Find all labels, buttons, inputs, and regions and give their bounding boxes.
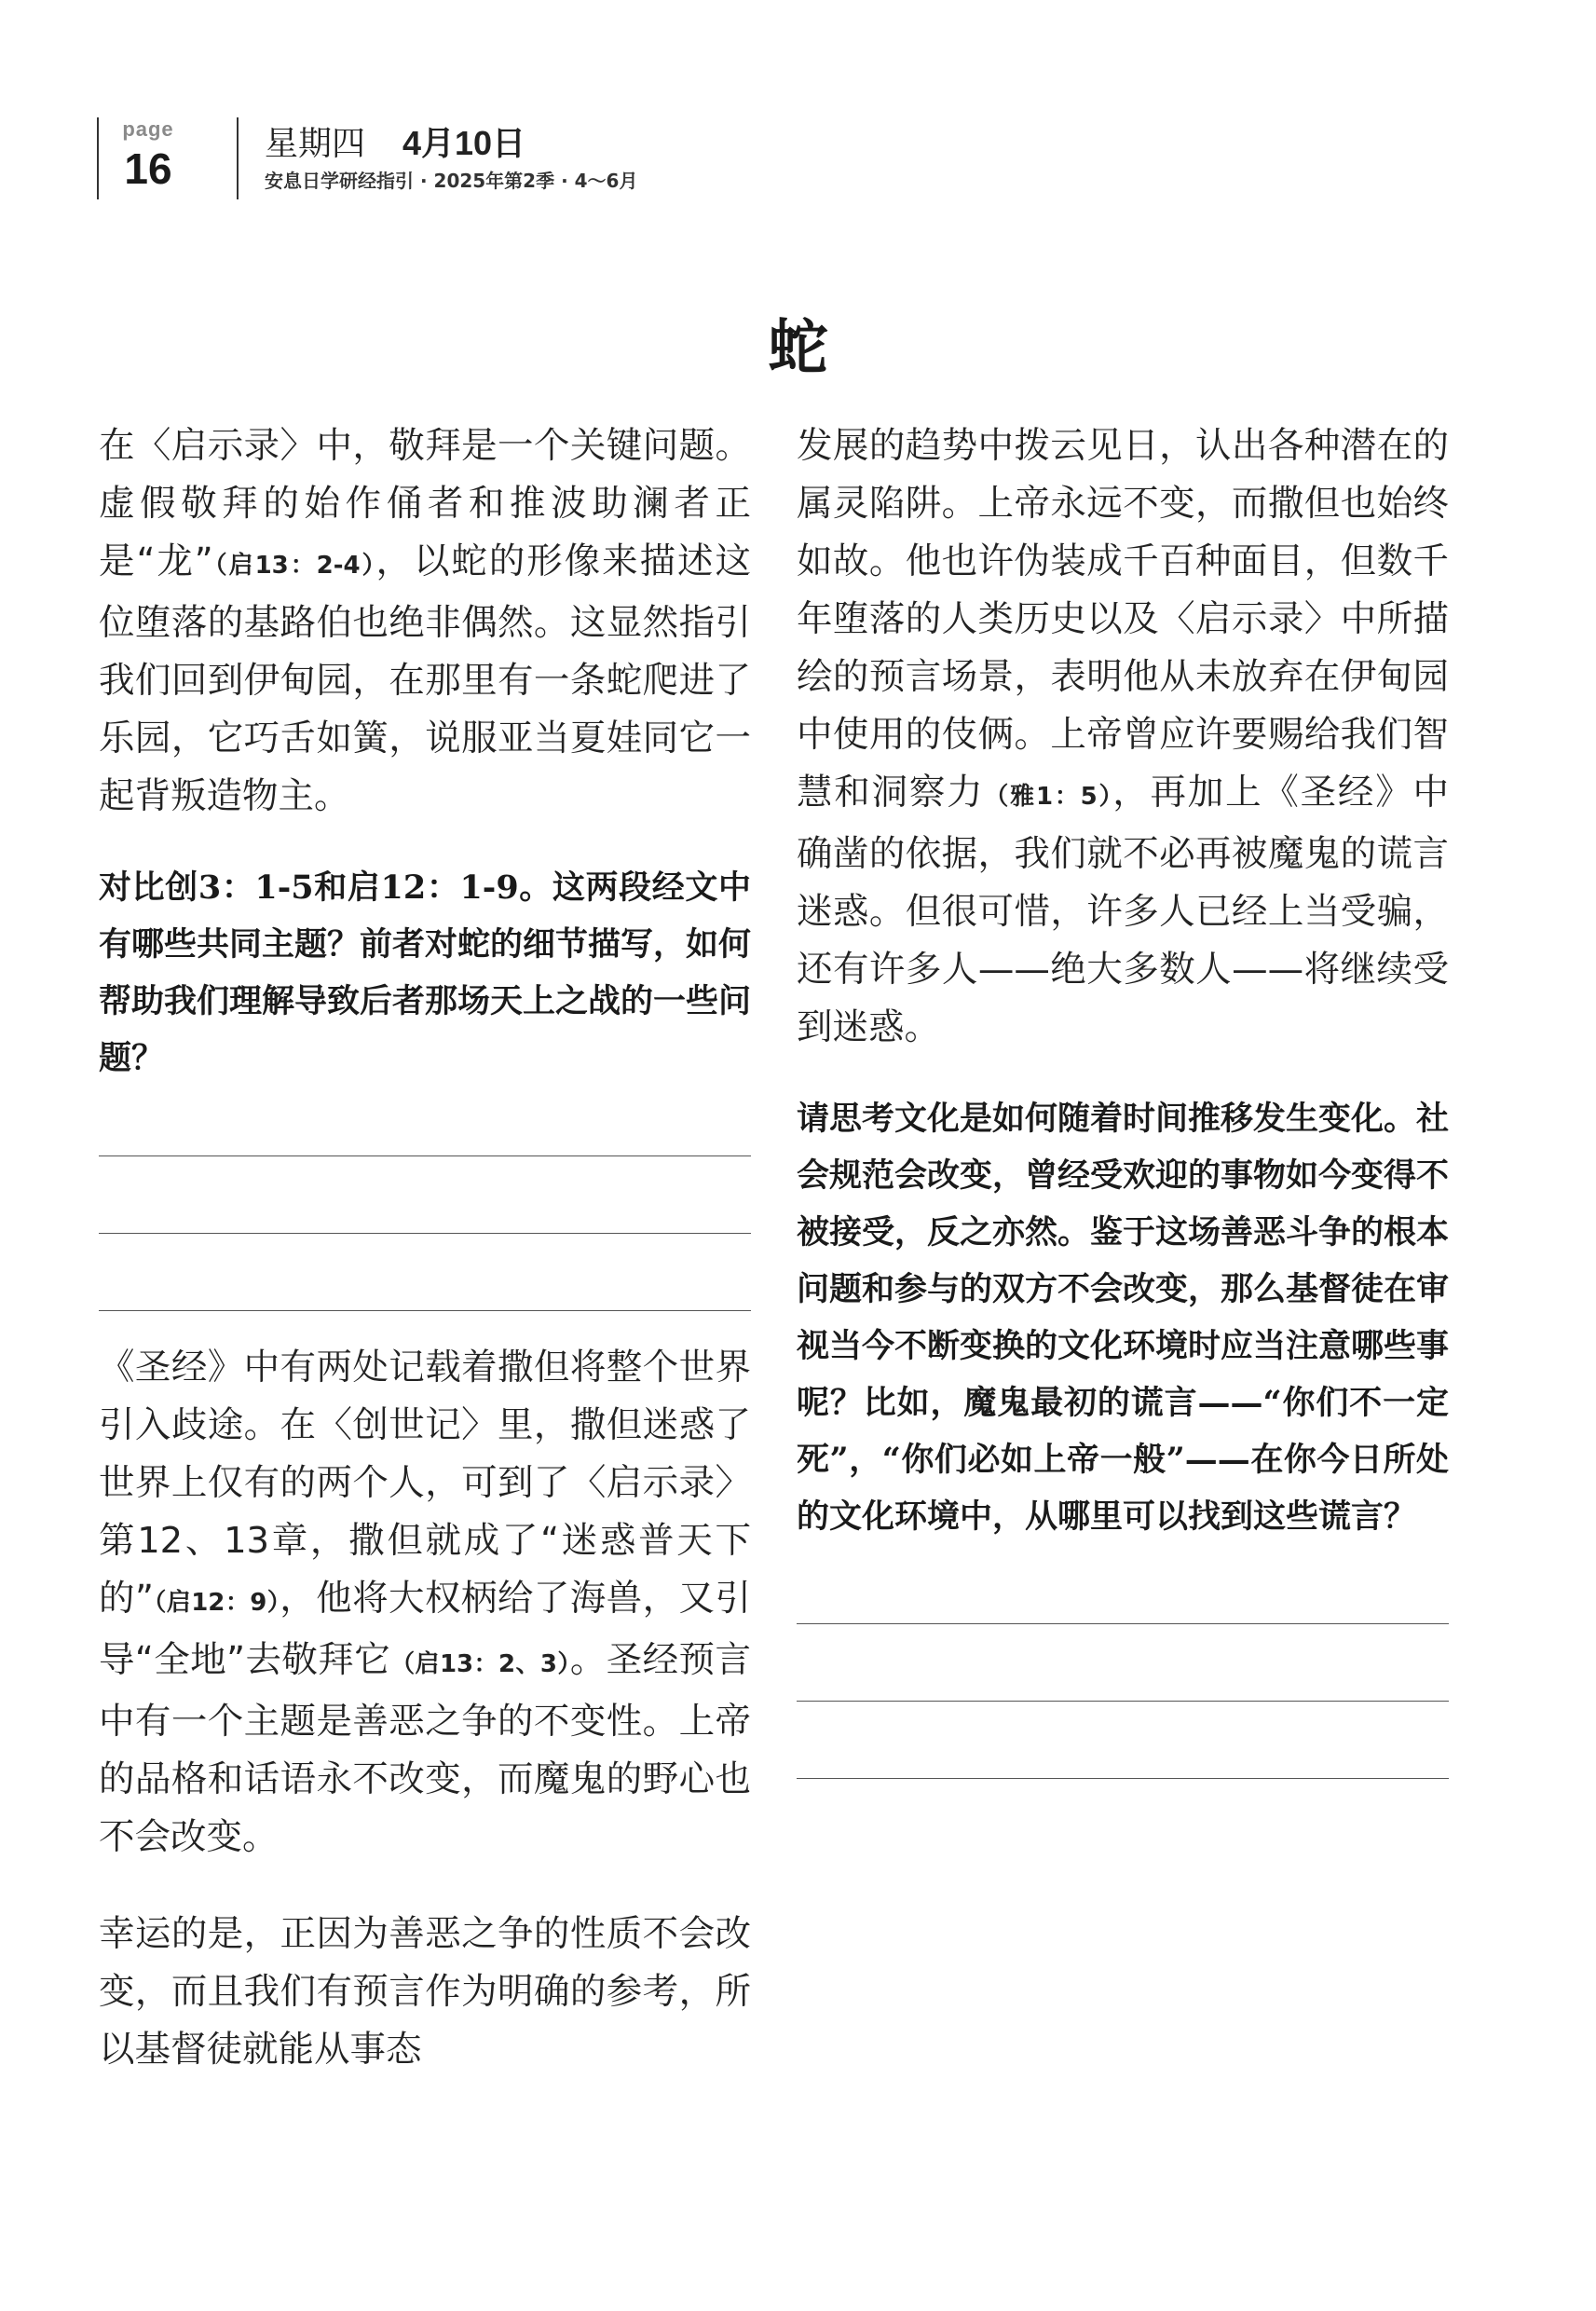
lesson-title: 蛇 xyxy=(768,313,828,383)
header-divider-right xyxy=(237,117,239,199)
answer-line[interactable] xyxy=(99,1310,751,1311)
paragraph xyxy=(99,417,751,826)
study-question: 请思考文化是如何随着时间推移发生变化。社会规范会改变，曾经受欢迎的事物如今变得不被接受，反之亦然。鉴于这场善恶斗争的根本问题和参与的双方不会改变，那么基督徒在审视当今不断变换的文化环境时应当注意哪些事呢？比如，魔鬼最初的谎言——“你们不一定死”，“你们必如上帝一般”——在你今日所处的文化环境中，从哪里可以找到这些谎言？ xyxy=(797,1100,1450,1536)
scripture-reference: （启13：2-4） xyxy=(212,552,376,580)
paragraph-text: 《圣经》中有两处记载着撒但将整个世界引入歧途。在〈创世记〉里，撒但迷惑了世界上仅有的两个人，可到了〈启示录〉第12、13章，撒但就成了“迷惑普天下的” xyxy=(99,1347,751,1620)
paragraph xyxy=(99,1339,751,1867)
answer-line[interactable] xyxy=(797,1623,1449,1624)
header-subtitle: 安息日学研经指引 · 2025年第2季 · 4〜6月 xyxy=(265,170,638,192)
header-day-date xyxy=(265,117,525,165)
paragraph-text: ，再加上《圣经》中确凿的依据，我们就不必再被魔鬼的谎言迷惑。但很可惜，许多人已经上当受骗，还有许多人——绝大多数人——将继续受到迷惑。 xyxy=(797,772,1449,1048)
right-column xyxy=(797,417,1449,1855)
left-column xyxy=(99,417,751,2079)
page-label: page xyxy=(122,117,174,141)
page-number: 16 xyxy=(124,144,172,193)
scripture-reference: （启13：2、3） xyxy=(390,1650,570,1678)
answer-line[interactable] xyxy=(99,1233,751,1234)
paragraph-text: 。圣经预言中有一个主题是善恶之争的不变性。上帝的品格和话语永不改变，而魔鬼的野心也不会改变。 xyxy=(99,1639,751,1858)
paragraph: 幸运的是，正因为善恶之争的性质不会改变，而且我们有预言作为明确的参考，所以基督徒就能从事态 xyxy=(99,1913,751,2071)
scripture-reference: （启12：9） xyxy=(153,1589,280,1617)
study-question: 对比创3：1-5和启12：1-9。这两段经文中有哪些共同主题？前者对蛇的细节描写，如何帮助我们理解导致后者那场天上之战的一些问题？ xyxy=(99,868,752,1077)
paragraph-text: ，以蛇的形像来描述这位堕落的基路伯也绝非偶然。这显然指引我们回到伊甸园，在那里有一条蛇爬进了乐园，它巧舌如簧，说服亚当夏娃同它一起背叛造物主。 xyxy=(99,540,751,817)
page-header xyxy=(97,117,842,201)
header-day: 星期四 xyxy=(265,125,366,163)
answer-lines xyxy=(797,1545,1449,1779)
paragraph-text: 发展的趋势中拨云见日，认出各种潜在的属灵陷阱。上帝永远不变，而撒但也始终如故。他也许伪装成千百种面目，但数千年堕落的人类历史以及〈启示录〉中所描绘的预言场景，表明他从未放弃在伊甸园中使用的伎俩。上帝曾应许要赐给我们智慧和洞察力 xyxy=(797,425,1449,814)
scripture-reference: （雅1：5） xyxy=(984,783,1113,811)
paragraph xyxy=(797,417,1449,1057)
paragraph-text: 在〈启示录〉中，敬拜是一个关键问题。虚假敬拜的始作俑者和推波助澜者正是“龙” xyxy=(99,425,751,582)
paragraph-text: ，他将大权柄给了海兽，又引导“全地”去敬拜它 xyxy=(99,1578,751,1681)
answer-line[interactable] xyxy=(797,1701,1449,1702)
header-date: 4月10日 xyxy=(402,124,526,162)
answer-lines xyxy=(99,1107,751,1311)
answer-line[interactable] xyxy=(797,1778,1449,1779)
